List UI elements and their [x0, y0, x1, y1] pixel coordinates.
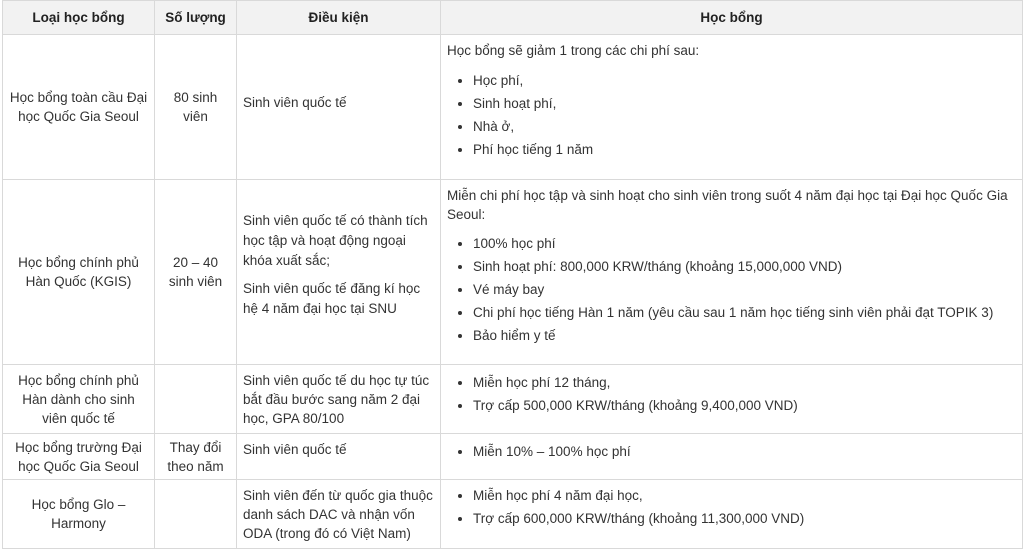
header-conditions: Điều kiện [237, 1, 441, 35]
benefit-list [447, 232, 1014, 347]
table-row [3, 365, 1023, 434]
benefit-item: • Bảo hiểm y tế [473, 324, 1014, 347]
scholarship-intro: Miễn chi phí học tập và sinh hoạt cho sinh viên trong suốt 4 năm đại học tại Đại học Quốc Gia Seoul: [447, 188, 1008, 222]
table-row [3, 180, 1023, 365]
benefit-item: • Vé máy bay [473, 278, 1014, 301]
condition-text: Sinh viên quốc tế [243, 442, 347, 457]
benefit-item: • Sinh hoạt phí: 800,000 KRW/tháng (khoảng 15,000,000 VND) [473, 255, 1014, 278]
benefit-item: • Miễn học phí 12 tháng, [473, 371, 1014, 394]
benefit-item: • Học phí, [473, 69, 1014, 92]
condition-text: Sinh viên quốc tế đăng kí học hệ 4 năm đại học tại SNU [243, 281, 421, 316]
scholarship-type-cell: Học bổng chính phủ Hàn dành cho sinh viên quốc tế [3, 365, 155, 434]
benefit-item: • Trợ cấp 600,000 KRW/tháng (khoảng 11,300,000 VND) [473, 507, 1014, 530]
benefit-list [447, 371, 1014, 417]
benefit-item: • Sinh hoạt phí, [473, 92, 1014, 115]
scholarship-type-cell: Học bổng chính phủ Hàn Quốc (KGIS) [3, 180, 155, 365]
scholarship-cell [441, 480, 1023, 549]
scholarship-cell [441, 365, 1023, 434]
benefit-list [447, 440, 1014, 463]
condition-text: Sinh viên đến từ quốc gia thuộc danh sách DAC và nhận vốn ODA (trong đó có Việt Nam) [243, 488, 433, 541]
quantity-cell: 20 – 40 sinh viên [155, 180, 237, 365]
condition-text: Sinh viên quốc tế du học tự túc bắt đầu bước sang năm 2 đại học, GPA 80/100 [243, 373, 430, 426]
benefit-item: • Trợ cấp 500,000 KRW/tháng (khoảng 9,400,000 VND) [473, 394, 1014, 417]
conditions-cell [237, 480, 441, 549]
scholarship-type-cell: Học bổng toàn cầu Đại học Quốc Gia Seoul [3, 35, 155, 180]
benefit-item: • Miễn học phí 4 năm đại học, [473, 484, 1014, 507]
quantity-cell: 80 sinh viên [155, 35, 237, 180]
benefit-item: • Chi phí học tiếng Hàn 1 năm (yêu cầu sau 1 năm học tiếng sinh viên phải đạt TOPIK 3) [473, 301, 1014, 324]
scholarship-cell [441, 180, 1023, 365]
scholarship-type-cell: Học bổng Glo – Harmony [3, 480, 155, 549]
conditions-cell [237, 35, 441, 180]
quantity-cell [155, 480, 237, 549]
benefit-list [447, 69, 1014, 161]
header-type: Loại học bổng [3, 1, 155, 35]
table-header-row [3, 1, 1023, 35]
scholarship-table [2, 0, 1023, 549]
benefit-item: • Miễn 10% – 100% học phí [473, 440, 1014, 463]
benefit-item: • 100% học phí [473, 232, 1014, 255]
scholarship-cell [441, 35, 1023, 180]
table-row [3, 480, 1023, 549]
benefit-list [447, 484, 1014, 530]
condition-text: Sinh viên quốc tế [243, 95, 347, 110]
conditions-cell [237, 434, 441, 480]
quantity-cell: Thay đổi theo năm [155, 434, 237, 480]
benefit-item: • Nhà ở, [473, 115, 1014, 138]
header-quantity: Số lượng [155, 1, 237, 35]
header-scholarship: Học bổng [441, 1, 1023, 35]
conditions-cell [237, 365, 441, 434]
scholarship-type-cell: Học bổng trường Đại học Quốc Gia Seoul [3, 434, 155, 480]
benefit-item: • Phí học tiếng 1 năm [473, 138, 1014, 161]
table-row [3, 434, 1023, 480]
scholarship-cell [441, 434, 1023, 480]
quantity-cell [155, 365, 237, 434]
conditions-cell [237, 180, 441, 365]
table-row [3, 35, 1023, 180]
scholarship-intro: Học bổng sẽ giảm 1 trong các chi phí sau: [447, 43, 700, 58]
condition-text: Sinh viên quốc tế có thành tích học tập và hoạt động ngoại khóa xuất sắc; [243, 213, 428, 268]
